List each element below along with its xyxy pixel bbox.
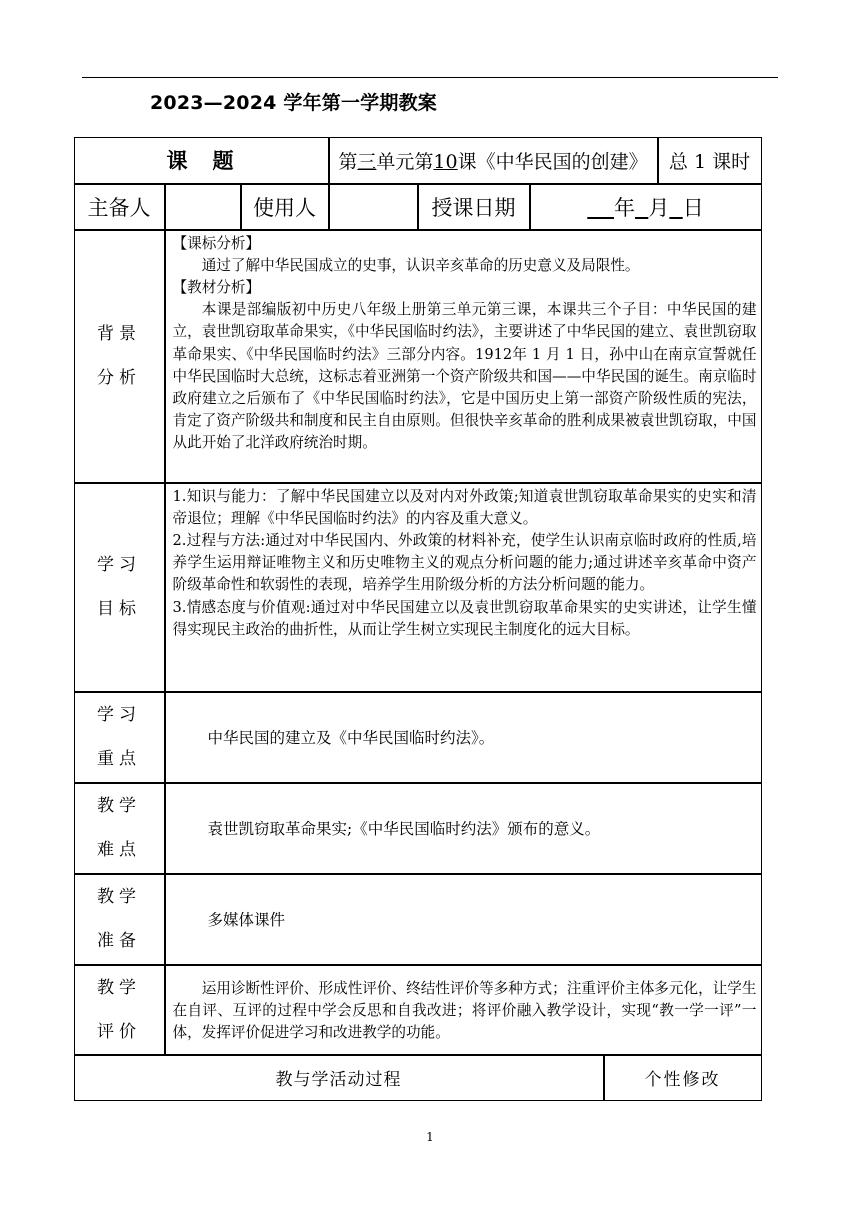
lesson-prefix: 第 (338, 150, 358, 173)
background-content-cell (165, 230, 762, 483)
objective-process: 2.过程与方法:通过对中华民国内、外政策的材料补充，使学生认识南京临时政府的性质,培养学生运用辩证唯物主义和历史唯物主义的观点分析问题的能力;通过讲述辛亥革命中资产阶级革命性和软弱性的表现，培养学生用阶级分析的方法分析问题的能力。 (172, 531, 757, 594)
evaluation-label-cell (74, 965, 165, 1055)
keypoints-content-cell (165, 692, 762, 783)
user-value-cell (329, 184, 418, 230)
lesson-title-cell (329, 137, 658, 184)
keypoints-label-1: 学习 (97, 705, 141, 725)
lesson-mid: 单元第 (376, 150, 434, 173)
evaluation-content-cell (165, 965, 762, 1055)
difficulties-text: 袁世凯窃取革命果实;《中华民国临时约法》颁布的意义。 (207, 820, 601, 838)
background-label-1: 背景 (97, 324, 141, 344)
objective-knowledge: 1.知识与能力：了解中华民国建立以及对内对外政策;知道袁世凯窃取革命果实的史实和清帝退位；理解《中华民国临时约法》的内容及重大意义。 (172, 487, 757, 527)
objectives-label-1: 学习 (97, 555, 141, 575)
difficulties-label-1: 教学 (97, 796, 141, 816)
keypoints-label-cell (74, 692, 165, 783)
date-label-cell (418, 184, 530, 230)
modify-label: 个性修改 (644, 1070, 721, 1090)
objective-values: 3.情感态度与价值观:通过对中华民国建立以及袁世凯窃取革命果实的史实讲述，让学生懂得实现民主政治的曲折性，从而让学生树立实现民主制度化的远大目标。 (172, 598, 757, 638)
topic-label: 课 题 (166, 148, 236, 173)
evaluation-text: 运用诊断性评价、形成性评价、终结性评价等多种方式；注重评价主体多元化，让学生在自评、互评的过程中学会反思和自我改进；将评价融入教学设计，实现“教一学一评”一体，发挥评价促进学习和改进教学的功能。 (172, 979, 757, 1041)
evaluation-label-2: 评价 (97, 1021, 141, 1042)
lesson-title (338, 147, 647, 174)
date-label: 授课日期 (431, 195, 516, 220)
difficulties-label-2: 难点 (97, 840, 141, 860)
date-year-blank (587, 196, 614, 220)
background-label-cell (74, 230, 165, 483)
keypoints-label-2: 重点 (97, 749, 141, 769)
date-month-unit: 月 (648, 195, 670, 220)
preparation-content-cell (165, 874, 762, 965)
objectives-label-cell (74, 483, 165, 692)
preparation-label-cell (74, 874, 165, 965)
preparation-text: 多媒体课件 (207, 911, 286, 929)
preparation-label-1: 教学 (97, 887, 141, 907)
preparer-label-cell (74, 184, 165, 230)
date-year-unit: 年 (613, 195, 635, 220)
textbook-heading: 【教材分析】 (172, 278, 261, 296)
background-label-2: 分析 (97, 368, 141, 388)
lesson-suffix: 课《中华民国的创建》 (457, 150, 648, 173)
topic-label-cell (74, 137, 329, 184)
date-day-unit: 日 (682, 195, 704, 220)
preparation-label-2: 准备 (97, 931, 141, 951)
user-label: 使用人 (253, 195, 316, 220)
objectives-content-cell (165, 483, 762, 692)
date-value-cell (530, 184, 762, 230)
lesson-number: 10 (433, 150, 458, 173)
keypoints-text: 中华民国的建立及《中华民国临时约法》。 (207, 729, 495, 747)
date-day-blank (669, 196, 682, 220)
difficulties-label-cell (74, 783, 165, 874)
user-label-cell (241, 184, 329, 230)
date-value (587, 192, 703, 222)
curriculum-text: 通过了解中华民国成立的史事，认识辛亥革命的历史意义及局限性。 (201, 256, 640, 274)
header-rule (82, 77, 778, 78)
difficulties-content-cell (165, 783, 762, 874)
unit-number: 三 (357, 150, 377, 173)
hours-cell (658, 137, 762, 184)
process-label: 教与学活动过程 (275, 1070, 402, 1090)
preparer-label: 主备人 (87, 195, 151, 220)
page-number: 1 (426, 1130, 434, 1144)
date-month-blank (635, 196, 648, 220)
objectives-label-2: 目标 (97, 599, 141, 619)
preparer-value-cell (165, 184, 241, 230)
modify-cell (604, 1055, 762, 1101)
textbook-text: 本课是部编版初中历史八年级上册第三单元第三课，本课共三个子目：中华民国的建立，袁世凯窃取革命果实，《中华民国临时约法》，主要讲述了中华民国的建立、袁世凯窃取革命果实、《中华民国临时约法》三部分内容。1912年 1 月 1 日，孙中山在南京宣誓就任中华民国临时大总统，这标志着亚洲第一个资产阶级共和国——中华民国的诞生。南京临时政府建立之后颁布了《中华民国临时约法》，它是中国历史上第一部资产阶级性质的宪法，肯定了资产阶级共和制度和民主自由原则。但很快辛亥革命的胜利成果被袁世凯窃取，中国从此开始了北洋政府统治时期。 (172, 301, 757, 452)
curriculum-heading: 【课标分析】 (172, 234, 261, 252)
process-cell (74, 1055, 604, 1101)
evaluation-label-1: 教学 (97, 977, 141, 998)
lesson-hours: 总 1 课时 (668, 150, 751, 173)
document-title: 2023—2024 学年第一学期教案 (150, 92, 437, 114)
